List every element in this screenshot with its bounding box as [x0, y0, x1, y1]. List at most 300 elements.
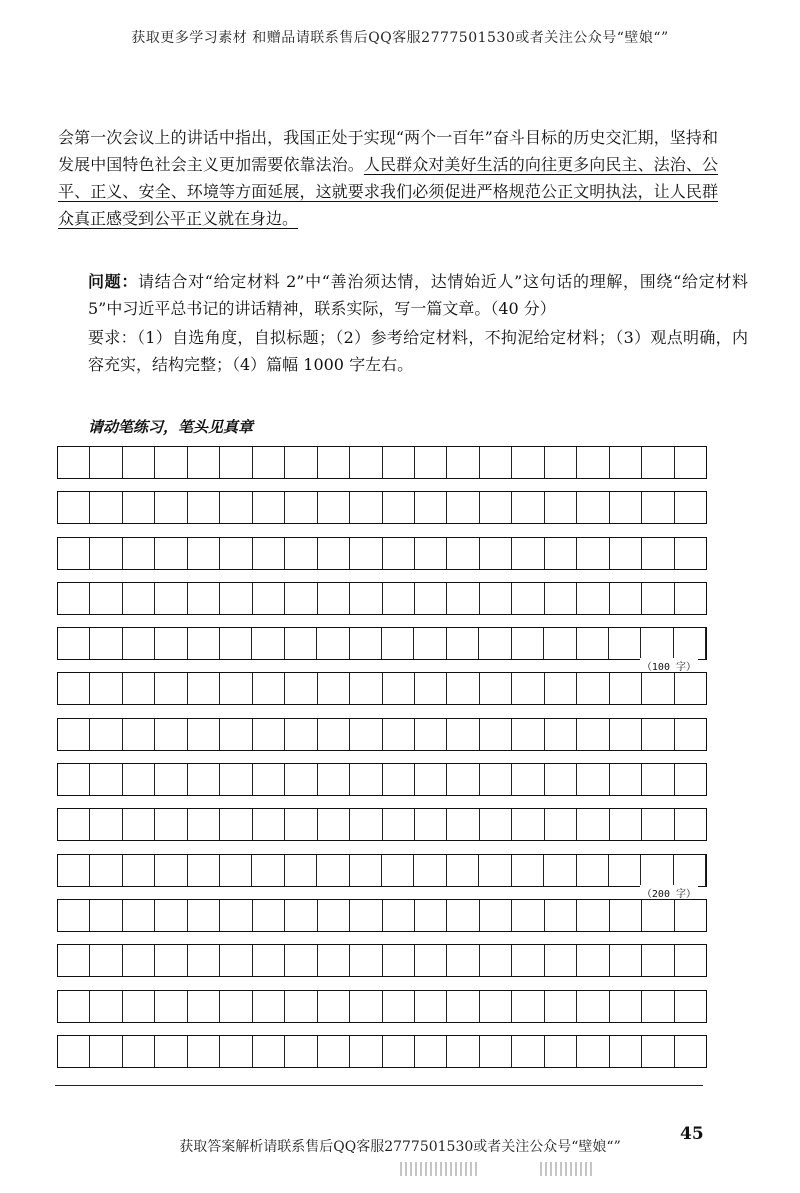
grid-cell[interactable] [285, 809, 317, 840]
grid-cell[interactable] [285, 991, 317, 1022]
grid-cell[interactable] [642, 447, 674, 478]
grid-cell[interactable] [610, 1036, 642, 1067]
grid-cell[interactable] [641, 628, 673, 659]
grid-cell[interactable] [675, 764, 706, 795]
grid-cell[interactable] [610, 809, 642, 840]
grid-cell[interactable] [447, 1036, 479, 1067]
grid-cell[interactable] [675, 447, 706, 478]
grid-cell[interactable] [610, 900, 642, 931]
grid-cell[interactable] [155, 628, 187, 659]
grid-cell[interactable] [58, 492, 90, 523]
grid-cell[interactable] [675, 492, 706, 523]
word-count-mark: （100 字） [640, 658, 698, 673]
grid-cell[interactable] [383, 673, 415, 704]
grid-cell[interactable] [318, 809, 350, 840]
question-paragraph [58, 268, 748, 322]
grid-cell[interactable] [383, 583, 415, 614]
grid-cell[interactable] [350, 945, 382, 976]
grid-cell[interactable] [383, 900, 415, 931]
grid-cell[interactable] [545, 945, 577, 976]
grid-cell[interactable] [350, 492, 382, 523]
grid-cell[interactable] [155, 855, 187, 886]
grid-row [57, 491, 707, 524]
grid-cell[interactable] [447, 945, 479, 976]
grid-cell[interactable] [480, 1036, 512, 1067]
grid-cell[interactable] [675, 991, 706, 1022]
grid-cell[interactable] [383, 538, 415, 569]
grid-cell[interactable] [350, 991, 382, 1022]
grid-cell[interactable] [415, 538, 447, 569]
grid-cell[interactable] [188, 492, 220, 523]
grid-row [57, 537, 707, 570]
word-count-mark: （200 字） [640, 885, 698, 900]
grid-cell[interactable] [285, 538, 317, 569]
grid-cell[interactable] [318, 1036, 350, 1067]
grid-row [57, 990, 707, 1023]
grid-cell[interactable] [480, 583, 512, 614]
grid-cell[interactable] [253, 673, 285, 704]
grid-cell[interactable] [253, 764, 285, 795]
grid-cell[interactable] [415, 447, 447, 478]
grid-cell[interactable] [512, 764, 544, 795]
grid-cell[interactable] [285, 900, 317, 931]
grid-cell[interactable] [253, 492, 285, 523]
grid-cell[interactable] [545, 991, 577, 1022]
grid-cell[interactable] [480, 719, 512, 750]
grid-cell[interactable] [675, 945, 706, 976]
grid-cell[interactable] [90, 447, 122, 478]
grid-cell[interactable] [415, 991, 447, 1022]
grid-cell[interactable] [350, 1036, 382, 1067]
grid-cell[interactable] [155, 945, 187, 976]
grid-cell[interactable] [318, 764, 350, 795]
grid-cell[interactable] [317, 855, 349, 886]
grid-cell[interactable] [90, 673, 122, 704]
grid-cell[interactable] [317, 628, 349, 659]
grid-cell[interactable] [123, 492, 155, 523]
grid-cell[interactable] [447, 764, 479, 795]
grid-cell[interactable] [480, 538, 512, 569]
grid-cell[interactable] [610, 991, 642, 1022]
grid-cell[interactable] [58, 764, 90, 795]
grid-cell[interactable] [383, 492, 415, 523]
grid-cell[interactable] [480, 492, 512, 523]
grid-cell[interactable] [675, 673, 706, 704]
grid-cell[interactable] [252, 628, 284, 659]
grid-cell[interactable] [480, 447, 512, 478]
grid-cell[interactable] [123, 1036, 155, 1067]
grid-cell[interactable] [350, 628, 382, 659]
grid-cell[interactable] [58, 809, 90, 840]
grid-cell[interactable] [155, 1036, 187, 1067]
grid-cell[interactable] [188, 673, 220, 704]
grid-cell[interactable] [253, 719, 285, 750]
grid-row [57, 808, 707, 841]
grid-cell[interactable] [155, 991, 187, 1022]
grid-cell[interactable] [90, 855, 122, 886]
grid-cell[interactable] [220, 719, 252, 750]
grid-cell[interactable] [545, 538, 577, 569]
grid-cell[interactable] [577, 945, 609, 976]
grid-cell[interactable] [90, 538, 122, 569]
material-paragraph [58, 124, 718, 232]
grid-cell[interactable] [447, 719, 479, 750]
grid-cell[interactable] [512, 945, 544, 976]
grid-cell[interactable] [415, 764, 447, 795]
grid-cell[interactable] [609, 855, 641, 886]
grid-cell[interactable] [90, 1036, 122, 1067]
grid-cell[interactable] [415, 673, 447, 704]
grid-cell[interactable] [447, 673, 479, 704]
grid-cell[interactable] [447, 492, 479, 523]
grid-cell[interactable] [610, 447, 642, 478]
grid-cell[interactable] [188, 809, 220, 840]
grid-cell[interactable] [253, 991, 285, 1022]
grid-cell[interactable] [90, 991, 122, 1022]
grid-cell[interactable] [285, 447, 317, 478]
grid-cell[interactable] [220, 583, 252, 614]
grid-cell[interactable] [512, 809, 544, 840]
grid-cell[interactable] [512, 628, 544, 659]
grid-cell[interactable] [123, 855, 155, 886]
grid-cell[interactable] [415, 1036, 447, 1067]
grid-cell[interactable] [414, 855, 446, 886]
grid-cell[interactable] [123, 991, 155, 1022]
grid-cell[interactable] [285, 945, 317, 976]
grid-cell[interactable] [382, 855, 414, 886]
grid-cell[interactable] [220, 628, 252, 659]
grid-cell[interactable] [155, 492, 187, 523]
grid-cell[interactable] [350, 583, 382, 614]
grid-cell[interactable] [610, 673, 642, 704]
grid-cell[interactable] [220, 673, 252, 704]
grid-cell[interactable] [545, 583, 577, 614]
grid-cell[interactable] [447, 628, 479, 659]
scan-smudge [540, 1162, 595, 1176]
grid-cell[interactable] [220, 492, 252, 523]
grid-cell[interactable] [188, 447, 220, 478]
grid-cell[interactable] [285, 764, 317, 795]
grid-cell[interactable] [610, 538, 642, 569]
grid-cell[interactable] [123, 538, 155, 569]
grid-cell[interactable] [480, 991, 512, 1022]
grid-cell[interactable] [253, 1036, 285, 1067]
grid-cell[interactable] [383, 764, 415, 795]
grid-cell[interactable] [253, 447, 285, 478]
grid-cell[interactable] [58, 583, 90, 614]
grid-cell[interactable] [642, 764, 674, 795]
grid-cell[interactable] [415, 583, 447, 614]
grid-cell[interactable] [318, 991, 350, 1022]
grid-cell[interactable] [609, 628, 641, 659]
grid-cell[interactable] [318, 583, 350, 614]
grid-cell[interactable] [318, 719, 350, 750]
grid-cell[interactable] [220, 538, 252, 569]
grid-cell[interactable] [480, 764, 512, 795]
grid-cell[interactable] [155, 673, 187, 704]
grid-cell[interactable] [512, 1036, 544, 1067]
grid-cell[interactable] [447, 583, 479, 614]
grid-cell[interactable] [220, 447, 252, 478]
grid-cell[interactable] [123, 809, 155, 840]
grid-cell[interactable] [318, 447, 350, 478]
paragraph-plain-text: 会第一次会议上的讲话中指出，我国正处于实现“两个一百年”奋斗目标的历史交汇期，坚持和发展中国特色社会主义更加需要依靠法治。 [58, 128, 718, 174]
grid-cell[interactable] [382, 628, 414, 659]
grid-cell[interactable] [58, 991, 90, 1022]
grid-cell[interactable] [447, 855, 479, 886]
grid-cell[interactable] [642, 991, 674, 1022]
grid-cell[interactable] [90, 628, 122, 659]
grid-cell[interactable] [512, 583, 544, 614]
grid-cell[interactable] [90, 809, 122, 840]
grid-cell[interactable] [545, 809, 577, 840]
grid-cell[interactable] [610, 945, 642, 976]
grid-cell[interactable] [58, 900, 90, 931]
grid-cell[interactable] [577, 538, 609, 569]
grid-cell[interactable] [577, 447, 609, 478]
grid-cell[interactable] [415, 719, 447, 750]
grid-cell[interactable] [545, 673, 577, 704]
grid-cell[interactable] [512, 900, 544, 931]
grid-cell[interactable] [383, 945, 415, 976]
grid-cell[interactable] [642, 1036, 674, 1067]
grid-cell[interactable] [188, 764, 220, 795]
grid-cell[interactable] [58, 447, 90, 478]
grid-cell[interactable] [577, 855, 609, 886]
header-note: 获取更多学习素材 和赠品请联系售后QQ客服2777501530或者关注公众号“壁娘“” [131, 30, 669, 46]
grid-cell[interactable] [188, 991, 220, 1022]
grid-cell[interactable] [220, 900, 252, 931]
grid-cell[interactable] [642, 809, 674, 840]
grid-cell[interactable] [447, 538, 479, 569]
grid-cell[interactable] [155, 583, 187, 614]
grid-cell[interactable] [610, 719, 642, 750]
grid-cell[interactable] [350, 447, 382, 478]
grid-cell[interactable] [577, 809, 609, 840]
grid-cell[interactable] [58, 945, 90, 976]
grid-cell[interactable] [674, 855, 706, 886]
footer-note: 获取答案解析请联系售后QQ客服2777501530或者关注公众号“壁娘“” [179, 1139, 621, 1155]
grid-cell[interactable] [253, 809, 285, 840]
grid-cell[interactable] [674, 628, 706, 659]
grid-cell[interactable] [90, 945, 122, 976]
grid-cell[interactable] [123, 719, 155, 750]
grid-cell[interactable] [545, 447, 577, 478]
grid-cell[interactable] [642, 900, 674, 931]
grid-cell[interactable] [480, 809, 512, 840]
grid-cell[interactable] [285, 673, 317, 704]
grid-cell[interactable] [383, 1036, 415, 1067]
grid-cell[interactable] [285, 855, 317, 886]
grid-cell[interactable] [318, 673, 350, 704]
grid-cell[interactable] [285, 719, 317, 750]
grid-cell[interactable] [512, 855, 544, 886]
grid-cell[interactable] [350, 764, 382, 795]
grid-cell[interactable] [253, 538, 285, 569]
grid-cell[interactable] [545, 492, 577, 523]
grid-cell[interactable] [577, 991, 609, 1022]
grid-cell[interactable] [610, 492, 642, 523]
grid-cell[interactable] [350, 855, 382, 886]
grid-cell[interactable] [350, 673, 382, 704]
question-label: 问题： [88, 272, 139, 291]
grid-cell[interactable] [642, 583, 674, 614]
grid-cell[interactable] [188, 538, 220, 569]
grid-cell[interactable] [58, 673, 90, 704]
grid-cell[interactable] [155, 764, 187, 795]
grid-cell[interactable] [155, 719, 187, 750]
grid-cell[interactable] [479, 855, 511, 886]
grid-cell[interactable] [577, 628, 609, 659]
grid-cell[interactable] [350, 809, 382, 840]
grid-cell[interactable] [188, 628, 220, 659]
grid-cell[interactable] [318, 492, 350, 523]
grid-cell[interactable] [577, 764, 609, 795]
grid-cell[interactable] [58, 1036, 90, 1067]
grid-cell[interactable] [155, 447, 187, 478]
grid-cell[interactable] [155, 809, 187, 840]
grid-cell[interactable] [610, 764, 642, 795]
grid-cell[interactable] [642, 538, 674, 569]
grid-cell[interactable] [512, 991, 544, 1022]
grid-cell[interactable] [479, 628, 511, 659]
grid-cell[interactable] [641, 855, 673, 886]
grid-cell[interactable] [123, 583, 155, 614]
grid-cell[interactable] [285, 492, 317, 523]
grid-cell[interactable] [480, 945, 512, 976]
grid-cell[interactable] [577, 492, 609, 523]
grid-cell[interactable] [188, 855, 220, 886]
grid-cell[interactable] [675, 719, 706, 750]
grid-cell[interactable] [58, 628, 90, 659]
grid-cell[interactable] [123, 673, 155, 704]
grid-cell[interactable] [58, 719, 90, 750]
grid-cell[interactable] [188, 583, 220, 614]
grid-cell[interactable] [58, 538, 90, 569]
grid-cell[interactable] [545, 719, 577, 750]
grid-cell[interactable] [415, 900, 447, 931]
grid-cell[interactable] [90, 583, 122, 614]
grid-cell[interactable] [577, 719, 609, 750]
grid-cell[interactable] [545, 764, 577, 795]
grid-cell[interactable] [253, 583, 285, 614]
grid-cell[interactable] [415, 945, 447, 976]
grid-cell[interactable] [90, 492, 122, 523]
grid-cell[interactable] [675, 1036, 706, 1067]
grid-cell[interactable] [447, 447, 479, 478]
grid-cell[interactable] [318, 538, 350, 569]
grid-cell[interactable] [123, 628, 155, 659]
grid-cell[interactable] [577, 900, 609, 931]
grid-cell[interactable] [675, 900, 706, 931]
grid-cell[interactable] [675, 538, 706, 569]
grid-cell[interactable] [675, 809, 706, 840]
grid-cell[interactable] [415, 492, 447, 523]
grid-cell[interactable] [220, 855, 252, 886]
grid-cell[interactable] [318, 945, 350, 976]
grid-cell[interactable] [188, 945, 220, 976]
grid-cell[interactable] [414, 628, 446, 659]
grid-cell[interactable] [220, 945, 252, 976]
grid-cell[interactable] [642, 492, 674, 523]
grid-cell[interactable] [383, 991, 415, 1022]
grid-cell[interactable] [90, 719, 122, 750]
grid-cell[interactable] [350, 719, 382, 750]
grid-cell[interactable] [285, 628, 317, 659]
grid-cell[interactable] [577, 1036, 609, 1067]
grid-cell[interactable] [252, 855, 284, 886]
grid-cell[interactable] [675, 583, 706, 614]
grid-cell[interactable] [123, 945, 155, 976]
grid-cell[interactable] [512, 719, 544, 750]
grid-row [57, 854, 707, 900]
grid-cell[interactable] [188, 1036, 220, 1067]
grid-cell[interactable] [447, 991, 479, 1022]
grid-cell[interactable] [350, 900, 382, 931]
grid-row [57, 582, 707, 615]
grid-cell[interactable] [383, 719, 415, 750]
grid-cell[interactable] [642, 719, 674, 750]
grid-cell[interactable] [545, 1036, 577, 1067]
grid-row [57, 627, 707, 674]
grid-cell[interactable] [90, 764, 122, 795]
grid-cell[interactable] [577, 583, 609, 614]
grid-cell[interactable] [642, 945, 674, 976]
grid-cell[interactable] [318, 900, 350, 931]
grid-cell[interactable] [155, 900, 187, 931]
grid-cell[interactable] [544, 855, 576, 886]
grid-cell[interactable] [220, 809, 252, 840]
scan-smudge [400, 1162, 480, 1176]
grid-row [57, 899, 707, 932]
grid-cell[interactable] [220, 764, 252, 795]
grid-cell[interactable] [642, 673, 674, 704]
question-text: 请结合对“给定材料 2”中“善治须达情，达情始近人”这句话的理解，围绕“给定材料 5”中习近平总书记的讲话精神，联系实际，写一篇文章。（40 分） [88, 272, 748, 318]
grid-cell[interactable] [285, 1036, 317, 1067]
grid-cell[interactable] [220, 991, 252, 1022]
grid-cell[interactable] [350, 538, 382, 569]
grid-cell[interactable] [155, 538, 187, 569]
grid-cell[interactable] [447, 809, 479, 840]
grid-cell[interactable] [512, 447, 544, 478]
grid-cell[interactable] [188, 719, 220, 750]
grid-cell[interactable] [123, 900, 155, 931]
grid-cell[interactable] [480, 900, 512, 931]
grid-cell[interactable] [58, 855, 90, 886]
grid-cell[interactable] [544, 628, 576, 659]
grid-cell[interactable] [383, 447, 415, 478]
grid-cell[interactable] [512, 492, 544, 523]
grid-cell[interactable] [383, 809, 415, 840]
grid-cell[interactable] [285, 583, 317, 614]
grid-cell[interactable] [123, 447, 155, 478]
grid-cell[interactable] [545, 900, 577, 931]
grid-cell[interactable] [123, 764, 155, 795]
grid-cell[interactable] [253, 945, 285, 976]
grid-cell[interactable] [220, 1036, 252, 1067]
grid-cell[interactable] [253, 900, 285, 931]
grid-cell[interactable] [577, 673, 609, 704]
grid-cell[interactable] [512, 673, 544, 704]
grid-cell[interactable] [188, 900, 220, 931]
grid-cell[interactable] [512, 538, 544, 569]
bottom-rule [55, 1085, 703, 1086]
grid-cell[interactable] [447, 900, 479, 931]
grid-cell[interactable] [610, 583, 642, 614]
grid-cell[interactable] [90, 900, 122, 931]
grid-cell[interactable] [415, 809, 447, 840]
grid-cell[interactable] [480, 673, 512, 704]
